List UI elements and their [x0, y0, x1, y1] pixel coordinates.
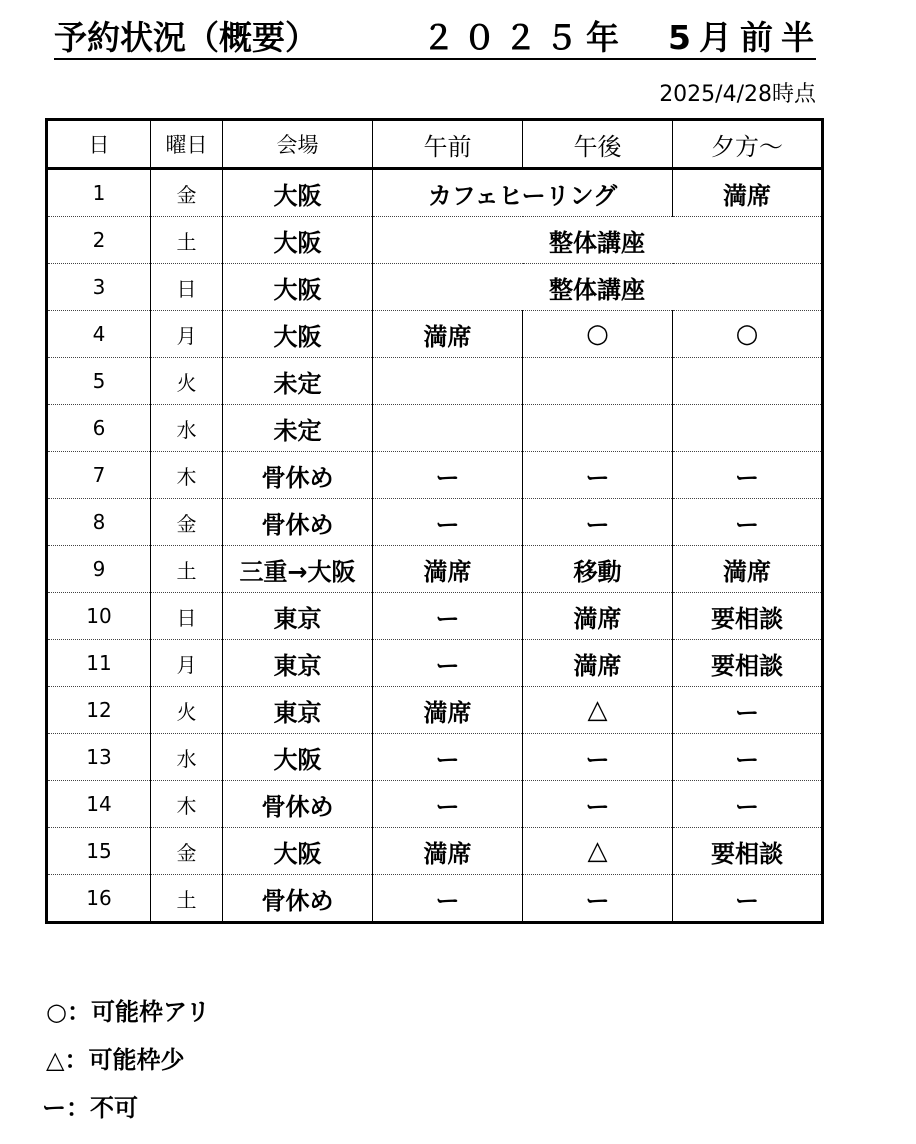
afternoon-cell: ー: [523, 452, 673, 499]
venue-cell: 骨休め: [223, 499, 373, 546]
weekday-cell: 火: [151, 687, 223, 734]
afternoon-cell: [523, 405, 673, 452]
evening-cell: 要相談: [673, 593, 823, 640]
day-cell: 8: [47, 499, 151, 546]
table-row: [47, 546, 823, 593]
venue-cell: 大阪: [223, 311, 373, 358]
weekday-cell: 土: [151, 217, 223, 264]
table-row: [47, 358, 823, 405]
legend-mark-dash: ー: [42, 1094, 66, 1122]
weekday-cell: 金: [151, 828, 223, 875]
venue-cell: 未定: [223, 405, 373, 452]
weekday-cell: 月: [151, 311, 223, 358]
day-cell: 6: [47, 405, 151, 452]
header-weekday: 曜日: [151, 120, 223, 169]
venue-cell: 三重→大阪: [223, 546, 373, 593]
table-row: [47, 169, 823, 217]
morning-cell: ー: [373, 734, 523, 781]
day-cell: 2: [47, 217, 151, 264]
venue-cell: 骨休め: [223, 781, 373, 828]
afternoon-cell: ー: [523, 875, 673, 923]
venue-cell: 大阪: [223, 169, 373, 217]
table-row: [47, 217, 823, 264]
venue-cell: 東京: [223, 687, 373, 734]
table-row: [47, 640, 823, 687]
table-row: [47, 781, 823, 828]
afternoon-cell: △: [523, 687, 673, 734]
afternoon-cell: ○: [523, 311, 673, 358]
evening-cell: ー: [673, 499, 823, 546]
venue-cell: 骨休め: [223, 452, 373, 499]
morning-cell: ー: [373, 452, 523, 499]
weekday-cell: 水: [151, 405, 223, 452]
day-cell: 3: [47, 264, 151, 311]
legend-unavailable: [42, 1092, 138, 1124]
legend-text-available: ：可能枠アリ: [66, 998, 210, 1026]
legend-text-unavailable: ：不可: [66, 1094, 138, 1122]
evening-cell: [673, 358, 823, 405]
morning-cell: [373, 405, 523, 452]
afternoon-cell: ー: [523, 499, 673, 546]
afternoon-cell: 移動: [523, 546, 673, 593]
legend-few: [46, 1044, 184, 1076]
header-day: 日: [47, 120, 151, 169]
evening-cell: ー: [673, 687, 823, 734]
morning-cell: [373, 358, 523, 405]
weekday-cell: 木: [151, 452, 223, 499]
table-row: [47, 875, 823, 923]
title-period: ２０２５年 5月前半: [422, 18, 822, 57]
evening-cell: ○: [673, 311, 823, 358]
day-cell: 12: [47, 687, 151, 734]
day-cell: 5: [47, 358, 151, 405]
weekday-cell: 日: [151, 593, 223, 640]
weekday-cell: 月: [151, 640, 223, 687]
morning-cell: 満席: [373, 546, 523, 593]
day-cell: 4: [47, 311, 151, 358]
all-day-cell: 整体講座: [373, 264, 823, 311]
morning-cell: 満席: [373, 311, 523, 358]
evening-cell: ー: [673, 781, 823, 828]
table-row: [47, 264, 823, 311]
header-venue: 会場: [223, 120, 373, 169]
morning-cell: ー: [373, 875, 523, 923]
as-of-date: 2025/4/28時点: [659, 82, 816, 107]
weekday-cell: 火: [151, 358, 223, 405]
legend-mark-circle: ○: [46, 998, 67, 1026]
legend-text-few: ：可能枠少: [64, 1046, 185, 1074]
title-left: 予約状況（概要）: [54, 18, 318, 57]
day-cell: 11: [47, 640, 151, 687]
day-cell: 7: [47, 452, 151, 499]
venue-cell: 大阪: [223, 734, 373, 781]
weekday-cell: 金: [151, 499, 223, 546]
weekday-cell: 土: [151, 875, 223, 923]
legend-available: [46, 996, 210, 1028]
weekday-cell: 金: [151, 169, 223, 217]
header-evening: 夕方～: [673, 120, 823, 169]
venue-cell: 東京: [223, 640, 373, 687]
day-cell: 15: [47, 828, 151, 875]
venue-cell: 大阪: [223, 828, 373, 875]
table-row: [47, 828, 823, 875]
weekday-cell: 木: [151, 781, 223, 828]
day-cell: 13: [47, 734, 151, 781]
morning-cell: ー: [373, 593, 523, 640]
day-cell: 10: [47, 593, 151, 640]
evening-cell: 要相談: [673, 828, 823, 875]
schedule-table: [45, 118, 824, 924]
day-cell: 1: [47, 169, 151, 217]
schedule-body: [47, 169, 823, 923]
venue-cell: 大阪: [223, 217, 373, 264]
header-row: [47, 120, 823, 169]
venue-cell: 骨休め: [223, 875, 373, 923]
morning-cell: ー: [373, 640, 523, 687]
table-row: [47, 734, 823, 781]
weekday-cell: 水: [151, 734, 223, 781]
table-row: [47, 311, 823, 358]
evening-cell: [673, 405, 823, 452]
afternoon-cell: [523, 358, 673, 405]
am-pm-cell: カフェヒーリング: [373, 169, 673, 217]
morning-cell: 満席: [373, 687, 523, 734]
day-cell: 16: [47, 875, 151, 923]
weekday-cell: 日: [151, 264, 223, 311]
evening-cell: ー: [673, 452, 823, 499]
afternoon-cell: 満席: [523, 640, 673, 687]
afternoon-cell: △: [523, 828, 673, 875]
table-row: [47, 499, 823, 546]
afternoon-cell: 満席: [523, 593, 673, 640]
venue-cell: 大阪: [223, 264, 373, 311]
table-row: [47, 687, 823, 734]
evening-cell: 満席: [673, 546, 823, 593]
title-underline: [54, 58, 816, 60]
table-row: [47, 593, 823, 640]
morning-cell: 満席: [373, 828, 523, 875]
table-row: [47, 405, 823, 452]
day-cell: 14: [47, 781, 151, 828]
page-title: [54, 16, 822, 60]
legend-mark-triangle: △: [46, 1046, 65, 1074]
day-cell: 9: [47, 546, 151, 593]
afternoon-cell: ー: [523, 781, 673, 828]
evening-cell: ー: [673, 875, 823, 923]
table-row: [47, 452, 823, 499]
venue-cell: 未定: [223, 358, 373, 405]
venue-cell: 東京: [223, 593, 373, 640]
evening-cell: ー: [673, 734, 823, 781]
header-afternoon: 午後: [523, 120, 673, 169]
evening-cell: 満席: [673, 169, 823, 217]
weekday-cell: 土: [151, 546, 223, 593]
morning-cell: ー: [373, 499, 523, 546]
morning-cell: ー: [373, 781, 523, 828]
evening-cell: 要相談: [673, 640, 823, 687]
afternoon-cell: ー: [523, 734, 673, 781]
header-morning: 午前: [373, 120, 523, 169]
all-day-cell: 整体講座: [373, 217, 823, 264]
